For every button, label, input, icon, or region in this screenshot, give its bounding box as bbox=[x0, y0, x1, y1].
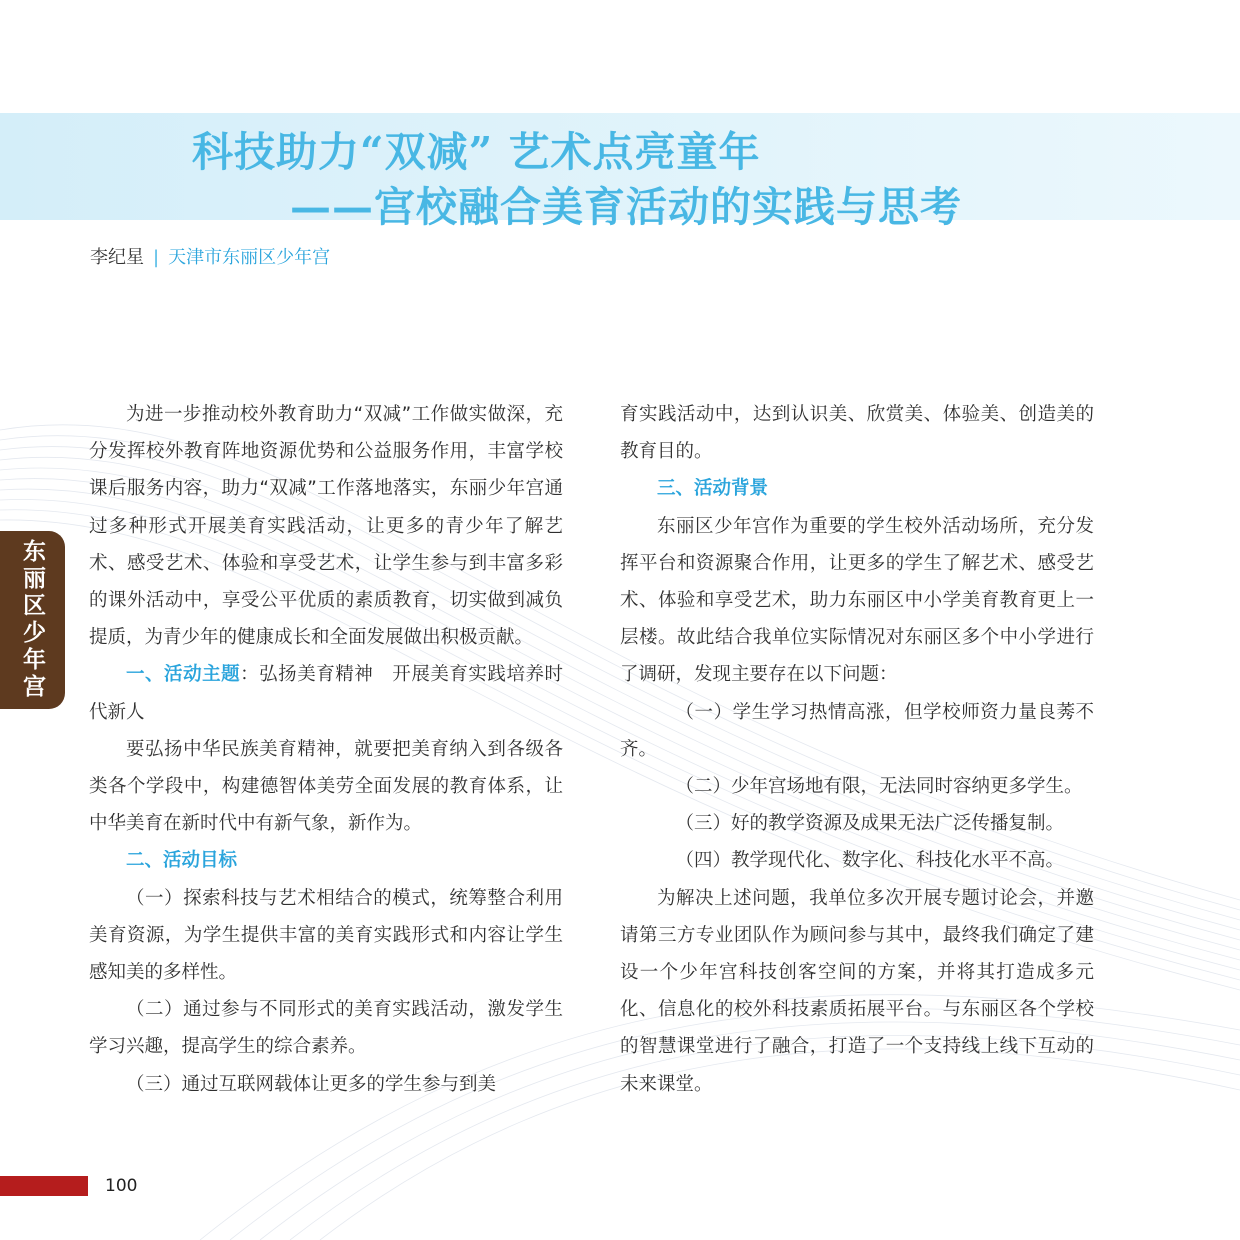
article-title: 科技助力“双减” 艺术点亮童年 bbox=[192, 128, 761, 176]
author-name: 李纪星 bbox=[90, 247, 144, 268]
section-heading-text: ：弘扬美育精神 开展美育实践培养时代新人 bbox=[89, 664, 563, 723]
goal-item-3-continued: 育实践活动中，达到认识美、欣赏美、体验美、创造美的教育目的。 bbox=[620, 404, 1094, 463]
side-tab-label: 东丽区少年宫 bbox=[19, 539, 45, 701]
byline-separator: | bbox=[153, 247, 160, 268]
article-subtitle: ——宫校融合美育活动的实践与思考 bbox=[290, 183, 962, 231]
intro-paragraph: 为进一步推动校外教育助力“双减”工作做实做深，充分发挥校外教育阵地资源优势和公益服务作用，丰富学校课后服务内容，助力“双减”工作落地落实，东丽少年宫通过多种形式开展美育实践活动，让更多的青少年了解艺术、感受艺术、体验和享受艺术，让学生参与到丰富多彩的课外活动中，享受公平优质的素质教育，切实做到减负提质，为青少年的健康成长和全面发展做出积极贡献。 bbox=[89, 404, 563, 649]
problem-item-3: （三）好的教学资源及成果无法广泛传播复制。 bbox=[675, 813, 1065, 835]
page-number-bar bbox=[0, 1176, 88, 1196]
solution-paragraph: 为解决上述问题，我单位多次开展专题讨论会，并邀请第三方专业团队作为顾问参与其中，最终我们确定了建设一个少年宫科技创客空间的方案，并将其打造成多元化、信息化的校外科技素质拓展平台。与东丽区各个学校的智慧课堂进行了融合，打造了一个支持线上线下互动的未来课堂。 bbox=[620, 887, 1094, 1095]
author-organization: 天津市东丽区少年宫 bbox=[168, 247, 331, 268]
background-paragraph: 东丽区少年宫作为重要的学生校外活动场所，充分发挥平台和资源聚合作用，让更多的学生了解艺术、感受艺术、体验和享受艺术，助力东丽区中小学美育教育更上一层楼。故此结合我单位实际情况对东丽区多个中小学进行了调研，发现主要存在以下问题： bbox=[620, 515, 1094, 686]
section-heading-label: 一、活动主题 bbox=[126, 664, 241, 686]
problem-item-4: （四）教学现代化、数字化、科技化水平不高。 bbox=[675, 850, 1065, 872]
section-heading-background: 三、活动背景 bbox=[657, 478, 769, 500]
goal-item-1: （一）探索科技与艺术相结合的模式，统筹整合利用美育资源，为学生提供丰富的美育实践形式和内容让学生感知美的多样性。 bbox=[89, 887, 563, 984]
left-column bbox=[89, 396, 563, 1103]
theme-paragraph: 要弘扬中华民族美育精神，就要把美育纳入到各级各类各个学段中，构建德智体美劳全面发展的教育体系，让中华美育在新时代中有新气象，新作为。 bbox=[89, 738, 563, 835]
page-number: 100 bbox=[105, 1176, 138, 1196]
goal-item-3: （三）通过互联网载体让更多的学生参与到美 bbox=[126, 1073, 497, 1095]
goal-item-2: （二）通过参与不同形式的美育实践活动，激发学生学习兴趣，提高学生的综合素养。 bbox=[89, 999, 563, 1058]
byline bbox=[90, 243, 330, 269]
section-heading-theme bbox=[89, 656, 563, 730]
right-column bbox=[620, 396, 1094, 1103]
problem-item-1: （一）学生学习热情高涨，但学校师资力量良莠不齐。 bbox=[620, 701, 1094, 760]
section-heading-goals: 二、活动目标 bbox=[126, 850, 238, 872]
problem-item-2: （二）少年宫场地有限，无法同时容纳更多学生。 bbox=[675, 776, 1083, 798]
section-side-tab bbox=[0, 531, 65, 709]
